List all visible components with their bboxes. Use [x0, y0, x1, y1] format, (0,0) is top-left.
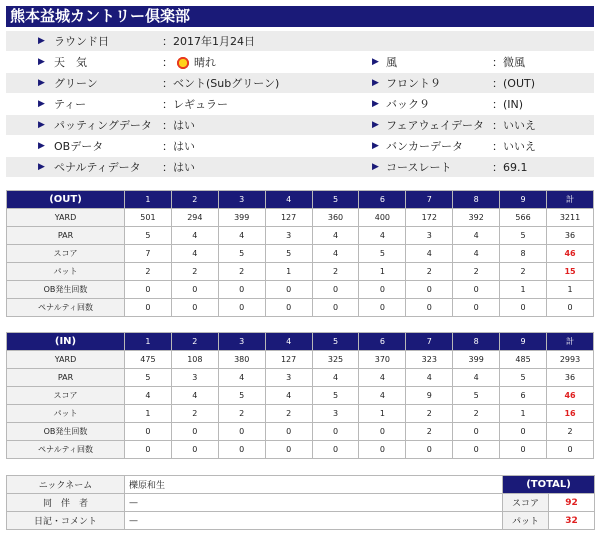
table-cell: 2	[125, 263, 172, 281]
table-cell: 4	[406, 369, 453, 387]
table-cell: 4	[406, 245, 453, 263]
table-cell: 3	[265, 227, 312, 245]
table-cell: 5	[359, 245, 406, 263]
back9-label: バック９	[386, 98, 430, 111]
table-cell: 0	[265, 423, 312, 441]
info-row-ob	[6, 136, 594, 157]
table-cell: 4	[171, 245, 218, 263]
hole-number: 8	[453, 333, 500, 351]
table-cell: 0	[218, 441, 265, 459]
in-scorecard-table	[6, 332, 594, 459]
table-row	[7, 227, 594, 245]
table-cell: 360	[312, 209, 359, 227]
table-cell: 127	[265, 351, 312, 369]
page-title: 熊本益城カントリー倶楽部	[6, 6, 594, 27]
arrow-icon: ▶	[38, 162, 45, 172]
table-cell: 0	[312, 281, 359, 299]
hole-number: 4	[265, 191, 312, 209]
table-cell: 4	[453, 245, 500, 263]
table-cell: 0	[500, 423, 547, 441]
info-row-weather	[6, 52, 594, 73]
row-label: パット	[7, 263, 125, 281]
back9-value: ：(IN)	[492, 98, 524, 111]
table-cell: 46	[547, 387, 594, 405]
row-label: スコア	[7, 245, 125, 263]
table-cell: 501	[125, 209, 172, 227]
penalty-label: ペナルティデータ	[54, 161, 141, 174]
row-label: スコア	[7, 387, 125, 405]
fairway-label: フェアウェイデータ	[386, 119, 485, 132]
table-cell: 6	[500, 387, 547, 405]
weather-value: 晴れ	[194, 56, 216, 69]
table-cell: 7	[125, 245, 172, 263]
table-cell: 0	[171, 299, 218, 317]
table-cell: 4	[359, 227, 406, 245]
table-cell: 9	[406, 387, 453, 405]
table-cell: 0	[265, 281, 312, 299]
companion-value: —	[125, 494, 503, 512]
table-cell: 0	[406, 299, 453, 317]
hole-number: 7	[406, 333, 453, 351]
arrow-icon: ▶	[372, 99, 379, 109]
table-cell: 5	[218, 387, 265, 405]
info-row-round-date	[6, 31, 594, 52]
out-scorecard-table	[6, 190, 594, 317]
table-cell: 3211	[547, 209, 594, 227]
header-row	[7, 333, 594, 351]
info-row-putting	[6, 115, 594, 136]
table-cell: 566	[500, 209, 547, 227]
row-label: YARD	[7, 209, 125, 227]
table-cell: 0	[453, 299, 500, 317]
arrow-icon: ▶	[372, 57, 379, 67]
table-cell: 400	[359, 209, 406, 227]
table-cell: 0	[171, 441, 218, 459]
course-rate-label: コースレート	[386, 161, 452, 174]
table-cell: 0	[125, 299, 172, 317]
course-rate-value: ：69.1	[492, 161, 528, 174]
table-cell: 0	[218, 299, 265, 317]
companion-label: 同 伴 者	[7, 494, 125, 512]
nickname-row	[7, 476, 595, 494]
table-cell: 2	[265, 405, 312, 423]
table-cell: 1	[125, 405, 172, 423]
table-cell: 2	[406, 423, 453, 441]
table-cell: 127	[265, 209, 312, 227]
table-cell: 15	[547, 263, 594, 281]
hole-number: 計	[547, 333, 594, 351]
nine-label: (OUT)	[7, 191, 125, 209]
table-cell: 325	[312, 351, 359, 369]
table-cell: 0	[406, 281, 453, 299]
arrow-icon: ▶	[372, 120, 379, 130]
total-score-label: スコア	[503, 494, 549, 512]
arrow-icon: ▶	[38, 120, 45, 130]
table-row	[7, 299, 594, 317]
table-cell: 4	[265, 387, 312, 405]
table-cell: 485	[500, 351, 547, 369]
nickname-value: 櫟原和生	[125, 476, 503, 494]
hole-number: 5	[312, 191, 359, 209]
table-cell: 1	[500, 281, 547, 299]
table-cell: 323	[406, 351, 453, 369]
arrow-icon: ▶	[372, 162, 379, 172]
hole-number: 計	[547, 191, 594, 209]
table-cell: 108	[171, 351, 218, 369]
table-cell: 1	[547, 281, 594, 299]
arrow-icon: ▶	[38, 99, 45, 109]
hole-number: 2	[171, 191, 218, 209]
table-cell: 36	[547, 227, 594, 245]
table-cell: 0	[125, 441, 172, 459]
arrow-icon: ▶	[38, 36, 45, 46]
table-cell: 2	[218, 263, 265, 281]
table-cell: 0	[312, 423, 359, 441]
hole-number: 3	[218, 191, 265, 209]
row-label: YARD	[7, 351, 125, 369]
table-row	[7, 263, 594, 281]
table-cell: 0	[171, 281, 218, 299]
arrow-icon: ▶	[38, 141, 45, 151]
table-cell: 5	[218, 245, 265, 263]
tee-value: ：レギュラー	[162, 98, 228, 111]
round-info-panel	[6, 31, 594, 178]
total-header: (TOTAL)	[503, 476, 595, 494]
table-cell: 5	[125, 369, 172, 387]
table-cell: 370	[359, 351, 406, 369]
hole-number: 4	[265, 333, 312, 351]
diary-label: 日記・コメント	[7, 512, 125, 530]
table-cell: 2	[453, 405, 500, 423]
total-score-value: 92	[549, 494, 595, 512]
table-cell: 4	[125, 387, 172, 405]
companion-row	[7, 494, 595, 512]
ob-label: OBデータ	[54, 140, 104, 153]
table-cell: 0	[453, 441, 500, 459]
table-cell: 1	[359, 405, 406, 423]
table-cell: 294	[171, 209, 218, 227]
table-cell: 3	[406, 227, 453, 245]
table-cell: 2	[406, 263, 453, 281]
front9-label: フロント９	[386, 77, 441, 90]
table-cell: 8	[500, 245, 547, 263]
row-label: OB発生回数	[7, 281, 125, 299]
table-row	[7, 351, 594, 369]
putting-label: パッティングデータ	[54, 119, 152, 132]
table-cell: 2	[218, 405, 265, 423]
table-row	[7, 369, 594, 387]
table-cell: 0	[359, 441, 406, 459]
table-cell: 2	[547, 423, 594, 441]
table-cell: 5	[312, 387, 359, 405]
arrow-icon: ▶	[38, 78, 45, 88]
weather-label: 天 気	[54, 56, 87, 69]
table-cell: 3	[312, 405, 359, 423]
front9-value: ：(OUT)	[492, 77, 536, 90]
total-putt-label: パット	[503, 512, 549, 530]
arrow-icon: ▶	[372, 141, 379, 151]
round-date-label: ラウンド日	[54, 35, 109, 48]
table-cell: 1	[359, 263, 406, 281]
table-cell: 1	[265, 263, 312, 281]
nine-label: (IN)	[7, 333, 125, 351]
hole-number: 2	[171, 333, 218, 351]
table-cell: 0	[500, 441, 547, 459]
table-cell: 4	[218, 369, 265, 387]
table-cell: 0	[547, 441, 594, 459]
table-cell: 0	[406, 441, 453, 459]
player-summary-table	[6, 475, 595, 530]
table-row	[7, 423, 594, 441]
table-cell: 4	[312, 227, 359, 245]
sun-icon	[176, 56, 190, 70]
table-cell: 36	[547, 369, 594, 387]
table-cell: 172	[406, 209, 453, 227]
table-cell: 475	[125, 351, 172, 369]
table-cell: 2	[171, 405, 218, 423]
info-row-penalty	[6, 157, 594, 178]
fairway-value: ：いいえ	[492, 119, 536, 132]
hole-number: 6	[359, 191, 406, 209]
table-cell: 2	[453, 263, 500, 281]
table-cell: 4	[359, 387, 406, 405]
hole-number: 1	[125, 333, 172, 351]
arrow-icon: ▶	[38, 57, 45, 67]
hole-number: 9	[500, 333, 547, 351]
row-label: ペナルティ回数	[7, 441, 125, 459]
table-row	[7, 441, 594, 459]
weather-prefix: ：	[162, 56, 173, 69]
table-cell: 46	[547, 245, 594, 263]
table-cell: 5	[453, 387, 500, 405]
table-cell: 4	[171, 387, 218, 405]
diary-row	[7, 512, 595, 530]
table-cell: 5	[500, 227, 547, 245]
table-cell: 2	[406, 405, 453, 423]
table-cell: 3	[265, 369, 312, 387]
table-cell: 399	[218, 209, 265, 227]
round-date-value: ：2017年1月24日	[162, 35, 255, 48]
table-cell: 2	[312, 263, 359, 281]
wind-value: ：微風	[492, 56, 525, 69]
weather-value-wrap	[176, 52, 216, 73]
penalty-value: ：はい	[162, 161, 195, 174]
table-cell: 0	[359, 423, 406, 441]
table-cell: 0	[125, 281, 172, 299]
wind-label: 風	[386, 56, 397, 69]
table-row	[7, 245, 594, 263]
table-cell: 0	[547, 299, 594, 317]
table-cell: 0	[218, 281, 265, 299]
table-cell: 2993	[547, 351, 594, 369]
total-putt-value: 32	[549, 512, 595, 530]
table-cell: 0	[500, 299, 547, 317]
table-cell: 5	[125, 227, 172, 245]
table-cell: 4	[453, 369, 500, 387]
table-cell: 2	[171, 263, 218, 281]
table-cell: 392	[453, 209, 500, 227]
table-cell: 4	[171, 227, 218, 245]
hole-number: 7	[406, 191, 453, 209]
row-label: PAR	[7, 369, 125, 387]
bunker-label: バンカーデータ	[386, 140, 463, 153]
diary-value: —	[125, 512, 503, 530]
table-row	[7, 405, 594, 423]
hole-number: 3	[218, 333, 265, 351]
table-row	[7, 281, 594, 299]
table-cell: 1	[500, 405, 547, 423]
row-label: パット	[7, 405, 125, 423]
table-row	[7, 387, 594, 405]
table-cell: 0	[265, 299, 312, 317]
green-label: グリーン	[54, 77, 98, 90]
nickname-label: ニックネーム	[7, 476, 125, 494]
table-row	[7, 209, 594, 227]
green-value: ：ベント(Subグリーン)	[162, 77, 280, 90]
hole-number: 6	[359, 333, 406, 351]
bunker-value: ：いいえ	[492, 140, 536, 153]
table-cell: 5	[265, 245, 312, 263]
table-cell: 380	[218, 351, 265, 369]
putting-value: ：はい	[162, 119, 195, 132]
hole-number: 8	[453, 191, 500, 209]
table-cell: 2	[500, 263, 547, 281]
table-cell: 4	[453, 227, 500, 245]
table-cell: 0	[359, 299, 406, 317]
table-cell: 0	[359, 281, 406, 299]
table-cell: 0	[453, 281, 500, 299]
table-cell: 3	[171, 369, 218, 387]
info-row-green	[6, 73, 594, 94]
table-cell: 4	[359, 369, 406, 387]
tee-label: ティー	[54, 98, 87, 111]
info-row-tee	[6, 94, 594, 115]
table-cell: 0	[125, 423, 172, 441]
arrow-icon: ▶	[372, 78, 379, 88]
table-cell: 0	[312, 441, 359, 459]
hole-number: 1	[125, 191, 172, 209]
table-cell: 4	[218, 227, 265, 245]
ob-value: ：はい	[162, 140, 195, 153]
row-label: PAR	[7, 227, 125, 245]
table-cell: 5	[500, 369, 547, 387]
row-label: ペナルティ回数	[7, 299, 125, 317]
hole-number: 9	[500, 191, 547, 209]
table-cell: 0	[453, 423, 500, 441]
table-cell: 4	[312, 245, 359, 263]
table-cell: 0	[265, 441, 312, 459]
table-cell: 0	[171, 423, 218, 441]
row-label: OB発生回数	[7, 423, 125, 441]
table-cell: 0	[312, 299, 359, 317]
header-row	[7, 191, 594, 209]
table-cell: 399	[453, 351, 500, 369]
hole-number: 5	[312, 333, 359, 351]
table-cell: 16	[547, 405, 594, 423]
table-cell: 0	[218, 423, 265, 441]
table-cell: 4	[312, 369, 359, 387]
